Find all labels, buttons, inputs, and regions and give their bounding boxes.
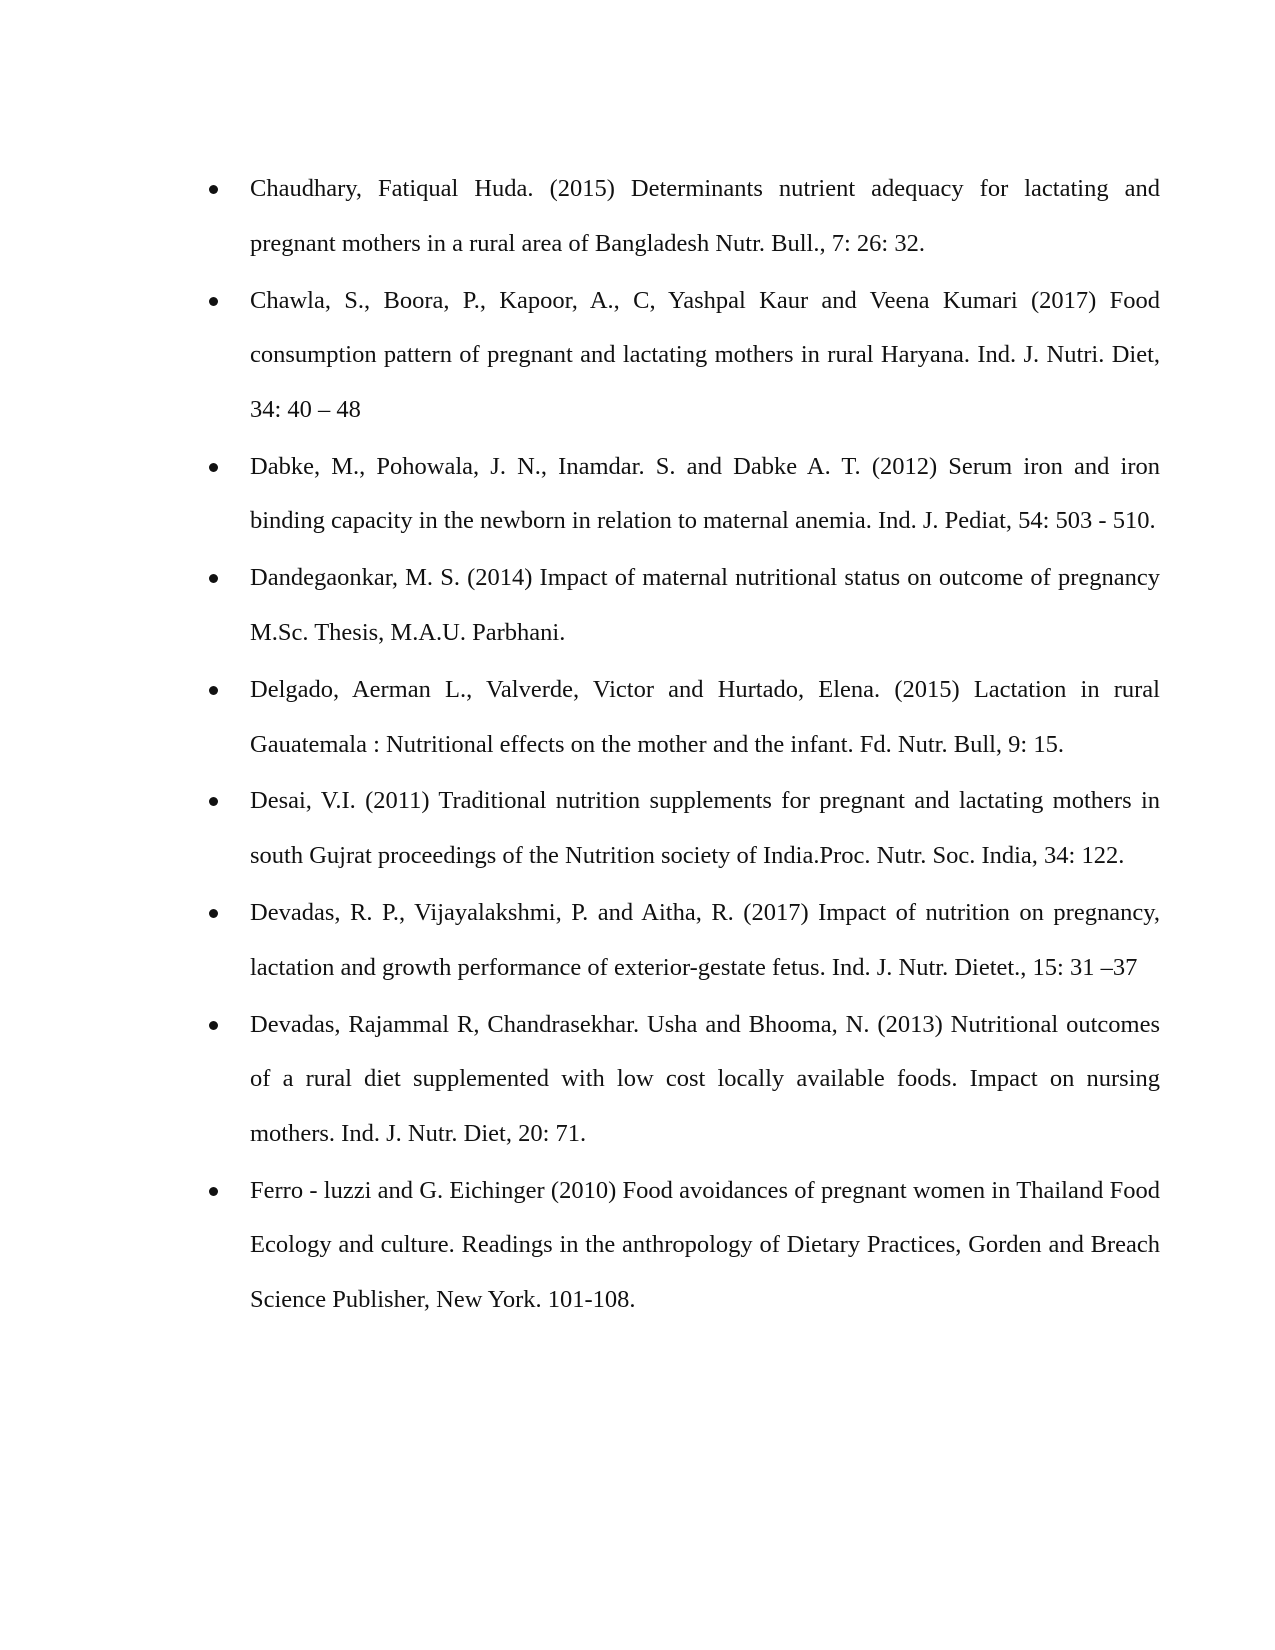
bullet-icon bbox=[209, 686, 218, 695]
bullet-icon bbox=[209, 185, 218, 194]
reference-text: Devadas, R. P., Vijayalakshmi, P. and Aitha, R. (2017) Impact of nutrition on pregnancy, lactation and growth performance of exterior-gestate fetus. Ind. J. Nutr. Dietet., 15: 31 –37 bbox=[250, 899, 1160, 981]
reference-text: Desai, V.I. (2011) Traditional nutrition supplements for pregnant and lactating mothers in south Gujrat proceedings of the Nutrition society of India.Proc. Nutr. Soc. India, 34: 122. bbox=[250, 787, 1160, 870]
bullet-icon bbox=[209, 297, 218, 306]
reference-item bbox=[200, 162, 1160, 271]
bullet-icon bbox=[209, 1187, 218, 1196]
bullet-icon bbox=[209, 1021, 218, 1030]
reference-text: Devadas, Rajammal R, Chandrasekhar. Usha and Bhooma, N. (2013) Nutritional outcomes of a rural diet supplemented with low cost locally available foods. Impact on nursing mothers. Ind. J. Nutr. Diet, 20: 71. bbox=[250, 1010, 1160, 1147]
reference-text: Dandegaonkar, M. S. (2014) Impact of maternal nutritional status on outcome of pregnancy M.Sc. Thesis, M.A.U. Parbhani. bbox=[250, 564, 1160, 646]
bullet-icon bbox=[209, 909, 218, 918]
reference-item bbox=[200, 998, 1160, 1162]
reference-text: Ferro - luzzi and G. Eichinger (2010) Food avoidances of pregnant women in Thailand Food Ecology and culture. Readings in the anthropology of Dietary Practices, Gorden and Breach Science Publisher, New York. 101-108. bbox=[250, 1176, 1160, 1313]
reference-item bbox=[200, 1164, 1160, 1328]
reference-item bbox=[200, 663, 1160, 772]
reference-item bbox=[200, 886, 1160, 995]
reference-item bbox=[200, 551, 1160, 660]
reference-text: Chaudhary, Fatiqual Huda. (2015) Determinants nutrient adequacy for lactating and pregnant mothers in a rural area of Bangladesh Nutr. Bull., 7: 26: 32. bbox=[250, 175, 1160, 257]
reference-item bbox=[200, 274, 1160, 438]
reference-list bbox=[200, 162, 1160, 1328]
reference-text: Dabke, M., Pohowala, J. N., Inamdar. S. and Dabke A. T. (2012) Serum iron and iron binding capacity in the newborn in relation to maternal anemia. Ind. J. Pediat, 54: 503 - 510. bbox=[250, 452, 1160, 535]
reference-item bbox=[200, 774, 1160, 883]
bullet-icon bbox=[209, 463, 218, 472]
reference-text: Chawla, S., Boora, P., Kapoor, A., C, Yashpal Kaur and Veena Kumari (2017) Food consumption pattern of pregnant and lactating mothers in rural Haryana. Ind. J. Nutri. Diet, 34: 40 – 48 bbox=[250, 286, 1160, 423]
bullet-icon bbox=[209, 574, 218, 583]
reference-item bbox=[200, 440, 1160, 549]
bullet-icon bbox=[209, 797, 218, 806]
reference-text: Delgado, Aerman L., Valverde, Victor and Hurtado, Elena. (2015) Lactation in rural Gauatemala : Nutritional effects on the mother and the infant. Fd. Nutr. Bull, 9: 15. bbox=[250, 675, 1160, 758]
